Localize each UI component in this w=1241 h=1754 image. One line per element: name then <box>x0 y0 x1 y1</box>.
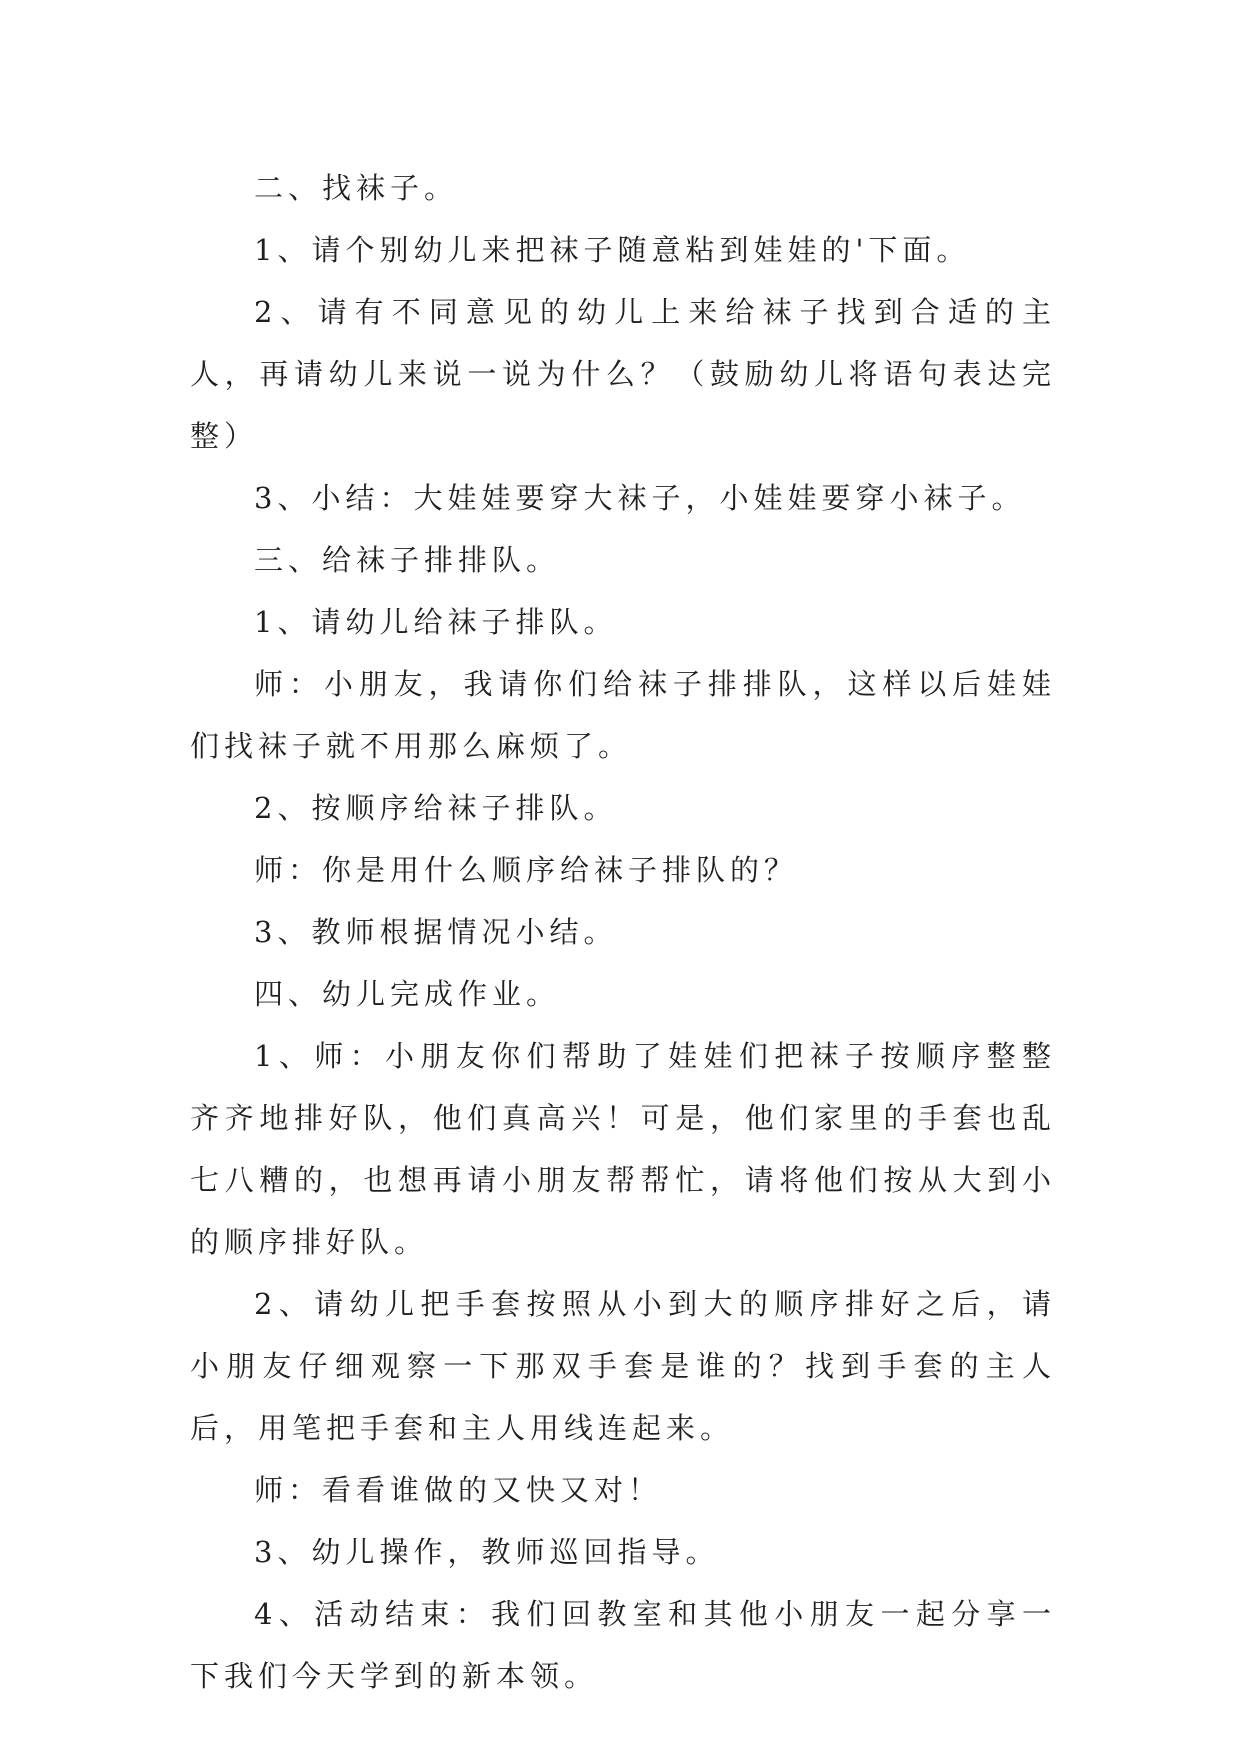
paragraph: 1、请个别幼儿来把袜子随意粘到娃娃的'下面。 <box>254 233 971 267</box>
paragraph: 师：你是用什么顺序给袜子排队的？ <box>254 853 799 887</box>
paragraph: 1、请幼儿给袜子排队。 <box>254 605 618 639</box>
document-body <box>190 157 1056 1707</box>
paragraph: 2、请有不同意见的幼儿上来给袜子找到合适的主人，再请幼儿来说一说为什么？（鼓励幼儿将语句表达完整） <box>190 295 1056 453</box>
section-heading-homework: 四、幼儿完成作业。 <box>254 977 561 1011</box>
paragraph: 4、活动结束：我们回教室和其他小朋友一起分享一下我们今天学到的新本领。 <box>190 1597 1056 1693</box>
paragraph: 3、幼儿操作，教师巡回指导。 <box>254 1535 720 1569</box>
paragraph: 3、教师根据情况小结。 <box>254 915 618 949</box>
paragraph: 3、小结：大娃娃要穿大袜子，小娃娃要穿小袜子。 <box>254 481 1026 515</box>
section-heading-line-up-socks: 三、给袜子排排队。 <box>254 543 561 577</box>
paragraph: 2、请幼儿把手套按照从小到大的顺序排好之后，请小朋友仔细观察一下那双手套是谁的？找到手套的主人后，用笔把手套和主人用线连起来。 <box>190 1287 1056 1445</box>
paragraph: 师：小朋友，我请你们给袜子排排队，这样以后娃娃们找袜子就不用那么麻烦了。 <box>190 667 1056 763</box>
section-heading-find-socks: 二、找袜子。 <box>254 171 459 205</box>
paragraph: 2、按顺序给袜子排队。 <box>254 791 618 825</box>
paragraph: 师：看看谁做的又快又对！ <box>254 1473 663 1507</box>
paragraph: 1、师：小朋友你们帮助了娃娃们把袜子按顺序整整齐齐地排好队，他们真高兴！可是，他们家里的手套也乱七八糟的，也想再请小朋友帮帮忙，请将他们按从大到小的顺序排好队。 <box>190 1039 1056 1259</box>
